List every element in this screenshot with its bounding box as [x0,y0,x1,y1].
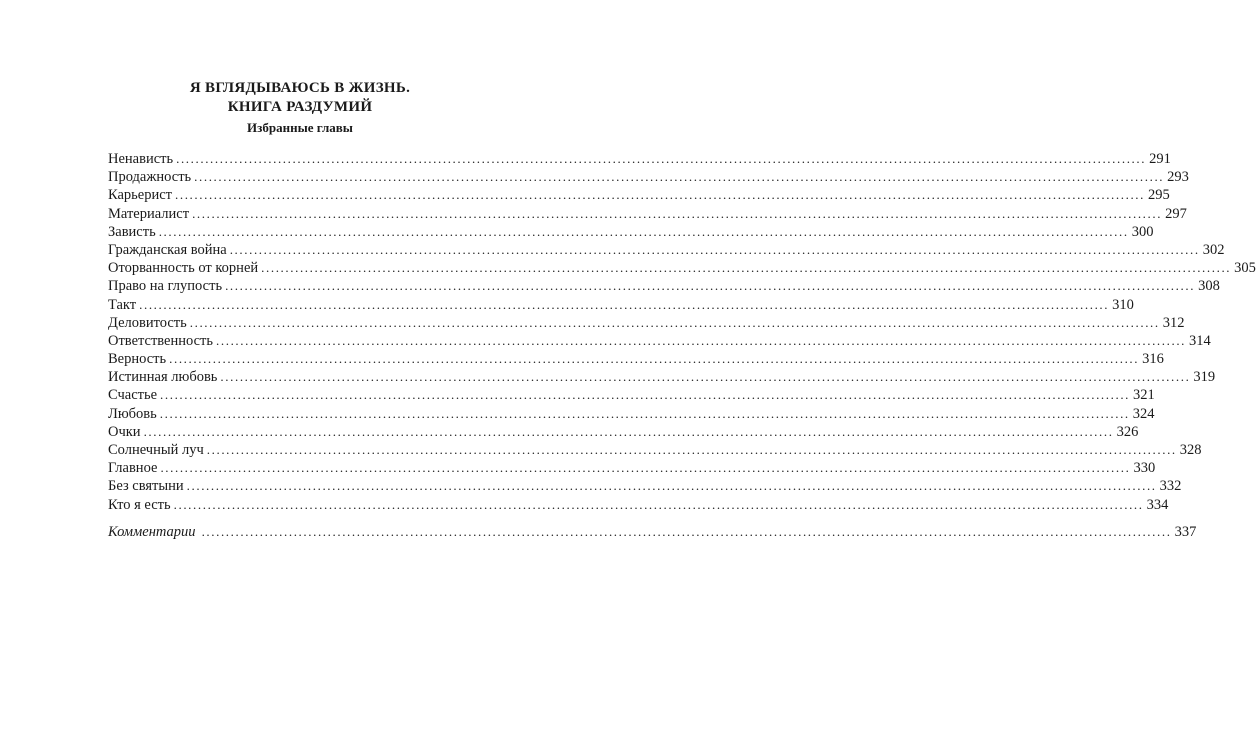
table-of-contents [108,150,1256,514]
toc-entry [108,405,1155,423]
section-title-line-2: КНИГА РАЗДУМИЙ [227,99,373,115]
toc-entry [108,441,1202,459]
toc-entry [108,205,1187,223]
toc-entry-label: Продажность [108,169,192,186]
toc-entry-label: Кто я есть [108,496,171,513]
toc-entry-page: 314 [1189,332,1211,349]
toc-entry [108,150,1171,168]
toc-entry-page: 293 [1167,169,1189,186]
toc-entry-page: 300 [1131,223,1154,240]
dot-leader: ........................................................................................................................................................................................................ [201,524,1172,539]
toc-entry-label: Такт [108,296,137,313]
toc-entry-label: Гражданская война [108,241,227,258]
dot-leader: ........................................................................................................................................................................................................ [220,369,1191,385]
toc-entry-label: Карьерист [108,187,172,204]
dot-leader: ........................................................................................................................................................................................................ [206,442,1177,457]
toc-entry-page: 326 [1116,423,1139,440]
dot-leader: ........................................................................................................................................................................................................ [186,478,1157,494]
dot-leader: ........................................................................................................................................................................................................ [225,278,1196,294]
toc-entry-label: Деловитость [108,314,187,331]
toc-entry [108,386,1155,404]
dot-leader: ........................................................................................................................................................................................................ [229,241,1200,257]
toc-entry-label: Материалист [108,205,190,222]
section-header [0,79,600,138]
toc-entry-page: 334 [1146,496,1169,513]
toc-entry-page: 308 [1198,278,1220,295]
toc-entry [108,423,1139,441]
toc-entry [108,223,1154,241]
toc-entry-label: Верность [108,351,167,368]
toc-entry [108,459,1156,477]
toc-entry [108,277,1220,295]
dot-leader: ........................................................................................................................................................................................................ [216,332,1187,348]
toc-entry-label: Солнечный луч [108,442,204,458]
toc-entry-page: 319 [1193,369,1216,386]
toc-entry [108,241,1225,259]
toc-entry-label: Ответственность [108,332,214,349]
dot-leader: ........................................................................................................................................................................................................ [192,205,1163,221]
toc-entry-label: Главное [108,460,158,477]
toc-entry-page: 305 [1234,260,1256,277]
section-subtitle: Избранные главы [247,120,353,135]
toc-entry-page: 332 [1159,478,1182,495]
dot-leader: ........................................................................................................................................................................................................ [143,423,1114,439]
toc-entry-label: Счастье [108,387,158,404]
toc-entry [108,186,1170,204]
toc-entry-label: Без святыни [108,478,184,495]
toc-comments-label: Комментарии [108,524,196,540]
dot-leader: ........................................................................................................................................................................................................ [194,169,1165,185]
toc-entry-page: 328 [1179,442,1202,458]
toc-entry [108,314,1185,332]
dot-leader: ........................................................................................................................................................................................................ [159,405,1130,421]
dot-leader: ........................................................................................................................................................................................................ [139,296,1110,312]
dot-leader: ........................................................................................................................................................................................................ [175,187,1145,203]
toc-entry [108,259,1256,277]
dot-leader: ........................................................................................................................................................................................................ [189,314,1160,330]
toc-entry [108,350,1164,368]
dot-leader: ........................................................................................................................................................................................................ [160,460,1131,476]
toc-entry-page: 295 [1148,187,1170,204]
toc-entry-page: 302 [1202,241,1225,258]
toc-entry-label: Любовь [108,405,157,422]
toc-entry-page: 312 [1162,314,1185,331]
toc-comments-page: 337 [1174,524,1197,540]
toc-entry [108,477,1182,495]
dot-leader: ........................................................................................................................................................................................................ [173,496,1144,512]
dot-leader: ........................................................................................................................................................................................................ [261,260,1232,276]
toc-entry-page: 324 [1132,405,1155,422]
toc-entry-label: Право на глупость [108,278,223,295]
toc-entry-page: 330 [1133,460,1156,477]
dot-leader: ........................................................................................................................................................................................................ [158,223,1129,239]
toc-entry [108,168,1189,186]
toc-entry [108,368,1216,386]
toc-entry-label: Очки [108,423,141,440]
toc-entry-page: 321 [1133,387,1155,404]
toc-entry-page: 297 [1165,205,1187,222]
toc-entry-page: 291 [1149,151,1171,167]
toc-entry-page: 310 [1112,296,1134,313]
dot-leader: ........................................................................................................................................................................................................ [160,387,1131,403]
toc-entry [108,332,1211,350]
toc-entry-label: Ненависть [108,151,174,167]
toc-entry [108,296,1134,314]
toc-entry [108,496,1169,514]
toc-entry-label: Оторванность от корней [108,260,259,277]
toc-entry-label: Зависть [108,223,156,240]
dot-leader: ........................................................................................................................................................................................................ [169,351,1140,367]
section-title-line-1: Я ВГЛЯДЫВАЮСЬ В ЖИЗНЬ. [189,80,411,96]
toc-entry-page: 316 [1142,351,1164,368]
toc-entry-label: Истинная любовь [108,369,218,386]
dot-leader: ........................................................................................................................................................................................................ [176,151,1147,166]
toc-comments-entry [108,523,1197,541]
